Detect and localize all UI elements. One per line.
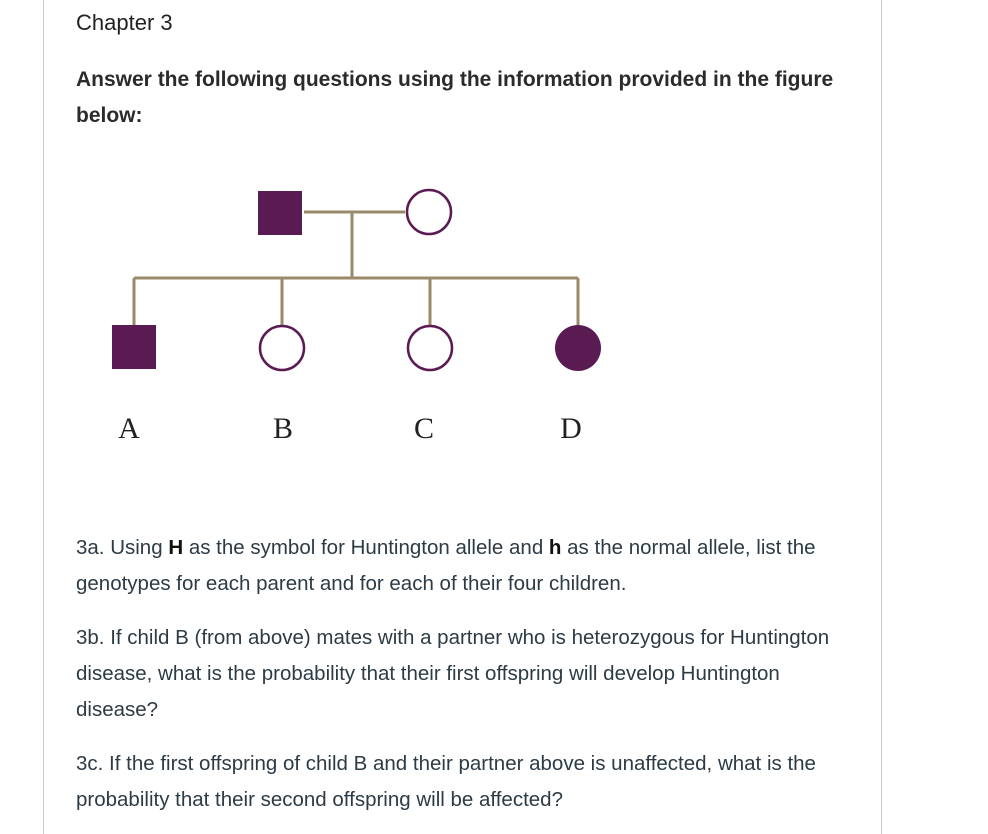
label-c: C	[413, 412, 435, 445]
intro-text: Answer the following questions using the information provided in the figure below:	[76, 68, 834, 127]
child-c-unaffected-female	[408, 326, 452, 370]
question-3c: 3c. If the first offspring of child B and their partner above is unaffected, what is the probability that their second offspring will be affected?	[76, 752, 816, 811]
q3a-part1: 3a. Using	[76, 536, 169, 559]
father-affected-male	[258, 191, 302, 235]
label-d: D	[560, 412, 582, 445]
child-b-unaffected-female	[260, 326, 304, 370]
right-border	[881, 0, 882, 834]
left-border	[43, 0, 44, 834]
label-b: B	[272, 412, 294, 445]
child-a-affected-male	[112, 325, 156, 369]
question-3a	[76, 530, 866, 602]
label-a: A	[118, 412, 140, 445]
recessive-allele-symbol: h	[548, 536, 562, 559]
dominant-allele-symbol: H	[168, 536, 184, 559]
child-d-affected-female	[555, 325, 601, 371]
q3a-part3: as the normal allele, list the genotypes for each parent and for each of their four children.	[76, 536, 816, 595]
mother-unaffected-female	[407, 190, 451, 234]
pedigree-chart	[100, 175, 610, 445]
chapter-heading: Chapter 3	[76, 10, 173, 35]
question-3b: 3b. If child B (from above) mates with a partner who is heterozygous for Huntington disease, what is the probability that their first offspring will develop Huntington disease?	[76, 626, 830, 721]
q3a-part2: as the symbol for Huntington allele and	[183, 536, 549, 559]
